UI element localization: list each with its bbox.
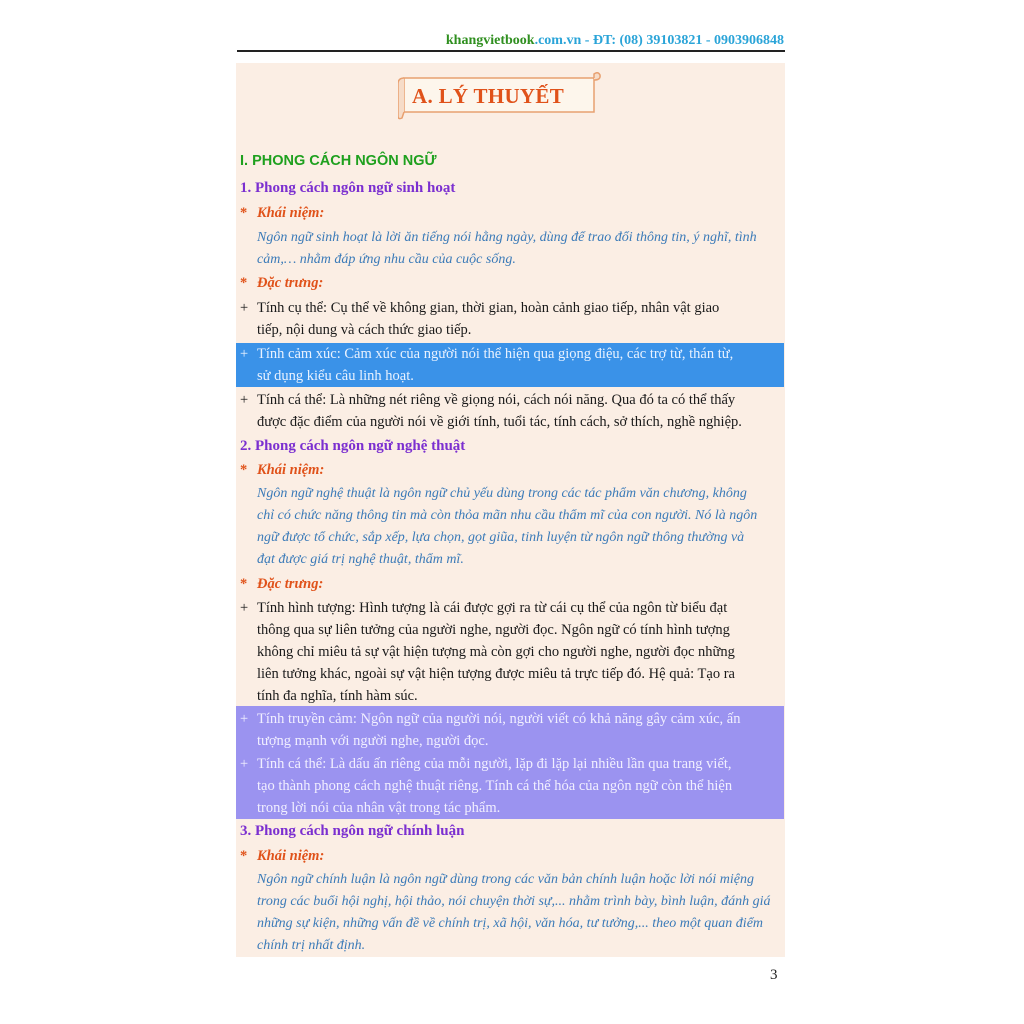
plus-marker: + [240,392,249,408]
subsection-heading-1: 1. Phong cách ngôn ngữ sinh hoạt [240,180,456,196]
bullet-continuation: tính đa nghĩa, tính hàm súc. [257,688,418,704]
bullet-continuation: được đặc điểm của người nói về giới tính, tuổi tác, tính cách, sở thích, nghề nghiệp. [257,414,742,430]
features-label [240,573,323,595]
concept-label [240,845,324,867]
bullet-continuation: sử dụng kiểu câu linh hoạt. [257,368,414,384]
star-marker: * [240,275,248,291]
concept-label-text: Khái niệm: [257,205,325,221]
bullet-continuation: liên tưởng khác, ngoài sự vật hiện tượng được miêu tả trực tiếp đó. Hệ quả: Tạo ra [257,666,735,682]
bullet-continuation: trong lời nói của nhân vật trong tác phẩm. [257,800,501,816]
header-phone: ĐT: (08) 39103821 - 0903906848 [592,33,784,48]
plus-marker: + [240,600,249,616]
definition-line: chính trị nhất định. [257,938,366,953]
concept-label-text: Khái niệm: [257,848,325,864]
header-separator: - [581,33,593,48]
bullet-item [240,753,732,775]
bullet-continuation: thông qua sự liên tưởng của người nghe, người đọc. Ngôn ngữ có tính hình tượng [257,622,730,638]
definition-line: trong các buổi hội nghị, hội thảo, nói chuyện thời sự,... nhằm trình bày, bình luận, đánh giá [257,894,771,909]
bullet-text: Tính cá thể: Là dấu ấn riêng của mỗi người, lặp đi lặp lại nhiều lần qua trang viết, [257,756,732,772]
definition-line: Ngôn ngữ nghệ thuật là ngôn ngữ chủ yếu dùng trong các tác phẩm văn chương, không [257,486,747,501]
plus-marker: + [240,346,249,362]
star-marker: * [240,848,248,864]
bullet-continuation: không chỉ miêu tả sự vật hiện tượng mà còn gợi cho người nghe, người đọc những [257,644,735,660]
header-site-name: khangvietbook [445,33,535,48]
definition-line: cảm,… nhằm đáp ứng nhu cầu của cuộc sống. [257,252,516,267]
definition-line: ngữ được tổ chức, sắp xếp, lựa chọn, gọt giũa, tinh luyện từ ngôn ngữ thông thường và [257,530,745,545]
bullet-continuation: tiếp, nội dung và cách thức giao tiếp. [257,322,472,338]
subsection-heading-3: 3. Phong cách ngôn ngữ chính luận [240,823,465,839]
bullet-text: Tính truyền cảm: Ngôn ngữ của người nói, người viết có khả năng gây cảm xúc, ấn [257,711,741,727]
header-site-domain: .com.vn [534,33,582,48]
header-rule [237,50,785,52]
star-marker: * [240,205,248,221]
bullet-text: Tính cá thể: Là những nét riêng về giọng nói, cách nói năng. Qua đó ta có thể thấy [257,392,736,408]
bullet-item [240,297,719,319]
page-number: 3 [770,967,778,983]
star-marker: * [240,462,248,478]
bullet-text: Tính cụ thể: Cụ thể về không gian, thời gian, hoàn cảnh giao tiếp, nhân vật giao [257,300,720,316]
section-title: A. LÝ THUYẾT [412,84,564,108]
bullet-item [240,708,740,730]
bullet-item [240,389,735,411]
definition-line: Ngôn ngữ chính luận là ngôn ngữ dùng trong các văn bản chính luận hoặc lời nói miệng [257,872,755,887]
definition-line: đạt được giá trị nghệ thuật, thẩm mĩ. [257,552,464,567]
star-marker: * [240,576,248,592]
section-heading: I. PHONG CÁCH NGÔN NGỮ [240,153,437,169]
bullet-continuation: tượng mạnh với người nghe, người đọc. [257,733,489,749]
features-label-text: Đặc trưng: [257,576,324,592]
bullet-item [240,597,727,619]
page-header [238,32,784,50]
features-label [240,272,323,294]
bullet-text: Tính cảm xúc: Cảm xúc của người nói thể hiện qua giọng điệu, các trợ từ, thán từ, [257,346,734,362]
plus-marker: + [240,711,249,727]
bullet-text: Tính hình tượng: Hình tượng là cái được gợi ra từ cái cụ thể của ngôn từ biểu đạt [257,600,728,616]
subsection-heading-2: 2. Phong cách ngôn ngữ nghệ thuật [240,438,466,454]
definition-line: Ngôn ngữ sinh hoạt là lời ăn tiếng nói hằng ngày, dùng để trao đổi thông tin, ý nghĩ, tình [257,230,757,245]
concept-label [240,202,324,224]
bullet-continuation: tạo thành phong cách nghệ thuật riêng. Tính cá thể hóa của ngôn ngữ còn thể hiện [257,778,733,794]
bullet-item [240,343,733,365]
definition-line: chỉ có chức năng thông tin mà còn thỏa mãn nhu cầu thẩm mĩ của con người. Nó là ngôn [257,508,758,523]
definition-line: những sự kiện, những vấn đề về chính trị, xã hội, văn hóa, tư tưởng,... theo một quan điểm [257,916,764,931]
plus-marker: + [240,756,249,772]
plus-marker: + [240,300,249,316]
features-label-text: Đặc trưng: [257,275,324,291]
concept-label [240,459,324,481]
concept-label-text: Khái niệm: [257,462,325,478]
